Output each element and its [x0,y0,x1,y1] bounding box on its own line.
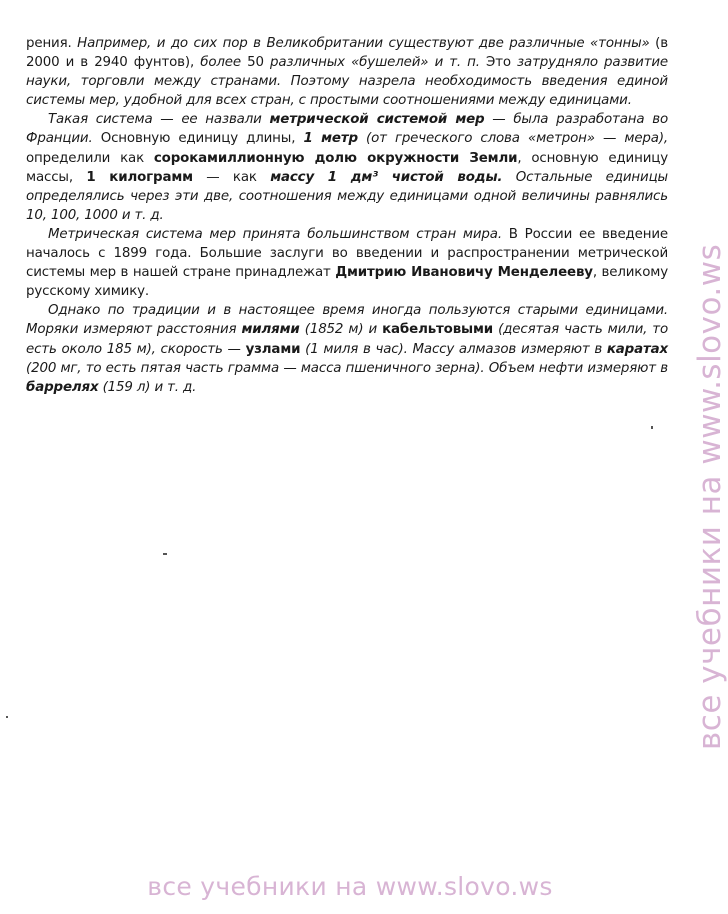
watermark-vertical: все учебники на www.slovo.ws [692,243,728,750]
text-run: Это [479,55,518,71]
text-run: Однако по традиции и в настоящее время иногда пользуются старыми единицами. Моряки измеряют расстояния [26,303,668,338]
text-run: 1 метр [303,131,358,147]
text-run: определили как [26,150,154,166]
text-run: Остальные единицы определялись через эти две, соотношения между единицами одной величины равнялись 10, 100, 1000 и т. д. [26,169,668,223]
text-run: Дмитрию Ивановичу Менделееву [335,265,593,281]
page-body [26,34,668,397]
text-run: кабельтовыми [382,322,494,338]
text-run: милями [241,322,300,338]
text-run: В России ее введение началось с 1899 года. Большие заслуги во введении и распространении метрической системы мер в нашей стране принадлежат [26,226,669,281]
text-run: Метрическая система мер принята большинством стран мира. [48,226,509,242]
scan-speck [163,553,167,555]
text-run: рения. [26,36,78,51]
text-run: (в 2000 и в 2940 фунтов), [26,36,668,71]
text-run: Основную единицу длины, [100,131,304,147]
text-run: 1 килограмм [86,169,193,185]
text-run: , великому русскому химику. [26,265,668,300]
text-run: метрической системой мер [269,112,485,128]
text-run: более [200,55,241,71]
paragraph-p1 [26,34,668,110]
text-run: (159 л) и т. д. [98,379,197,395]
text-run: (десятая часть мили, то есть около 185 м), скорость — [26,322,668,357]
text-run: (200 мг, то есть пятая часть грамма — масса пшеничного зерна). Объем нефти измеряют в [26,360,668,376]
text-run: (от греческого слова «метрон» — мера), [357,131,669,147]
text-run: затрудняло развитие науки, торговли между странами. Поэтому назрела необходимость введения единой системы мер, удобной для всех стран, с простыми соотношениями между единицами. [26,55,669,109]
text-run: (1852 м) и [299,322,383,338]
text-run: массу 1 дм³ чистой воды. [270,169,503,185]
text-run: баррелях [26,379,99,395]
text-run: 50 [241,55,271,71]
text-run: сорокамиллионную долю окружности Земли [153,150,518,166]
text-run: каратах [606,341,668,357]
text-run: — как [192,169,271,185]
text-run: узлами [245,341,301,357]
text-run: Такая система — ее назвали [48,112,270,128]
paragraph-p4 [26,301,668,396]
paragraph-p3 [26,225,668,301]
scan-speck [6,716,8,718]
paragraph-p2 [26,110,668,225]
watermark-bottom: все учебники на www.slovo.ws [147,872,553,901]
text-run: различных «бушелей» и т. п. [270,55,480,71]
scan-speck [651,426,653,429]
text-run: Например, и до сих пор в Великобритании существуют две различные «тонны» [77,36,650,51]
text-run: (1 миля в час). Массу алмазов измеряют в [300,341,607,357]
text-run: , основную единицу массы, [26,150,668,185]
text-run: — была разработана во Франции. [26,112,668,147]
